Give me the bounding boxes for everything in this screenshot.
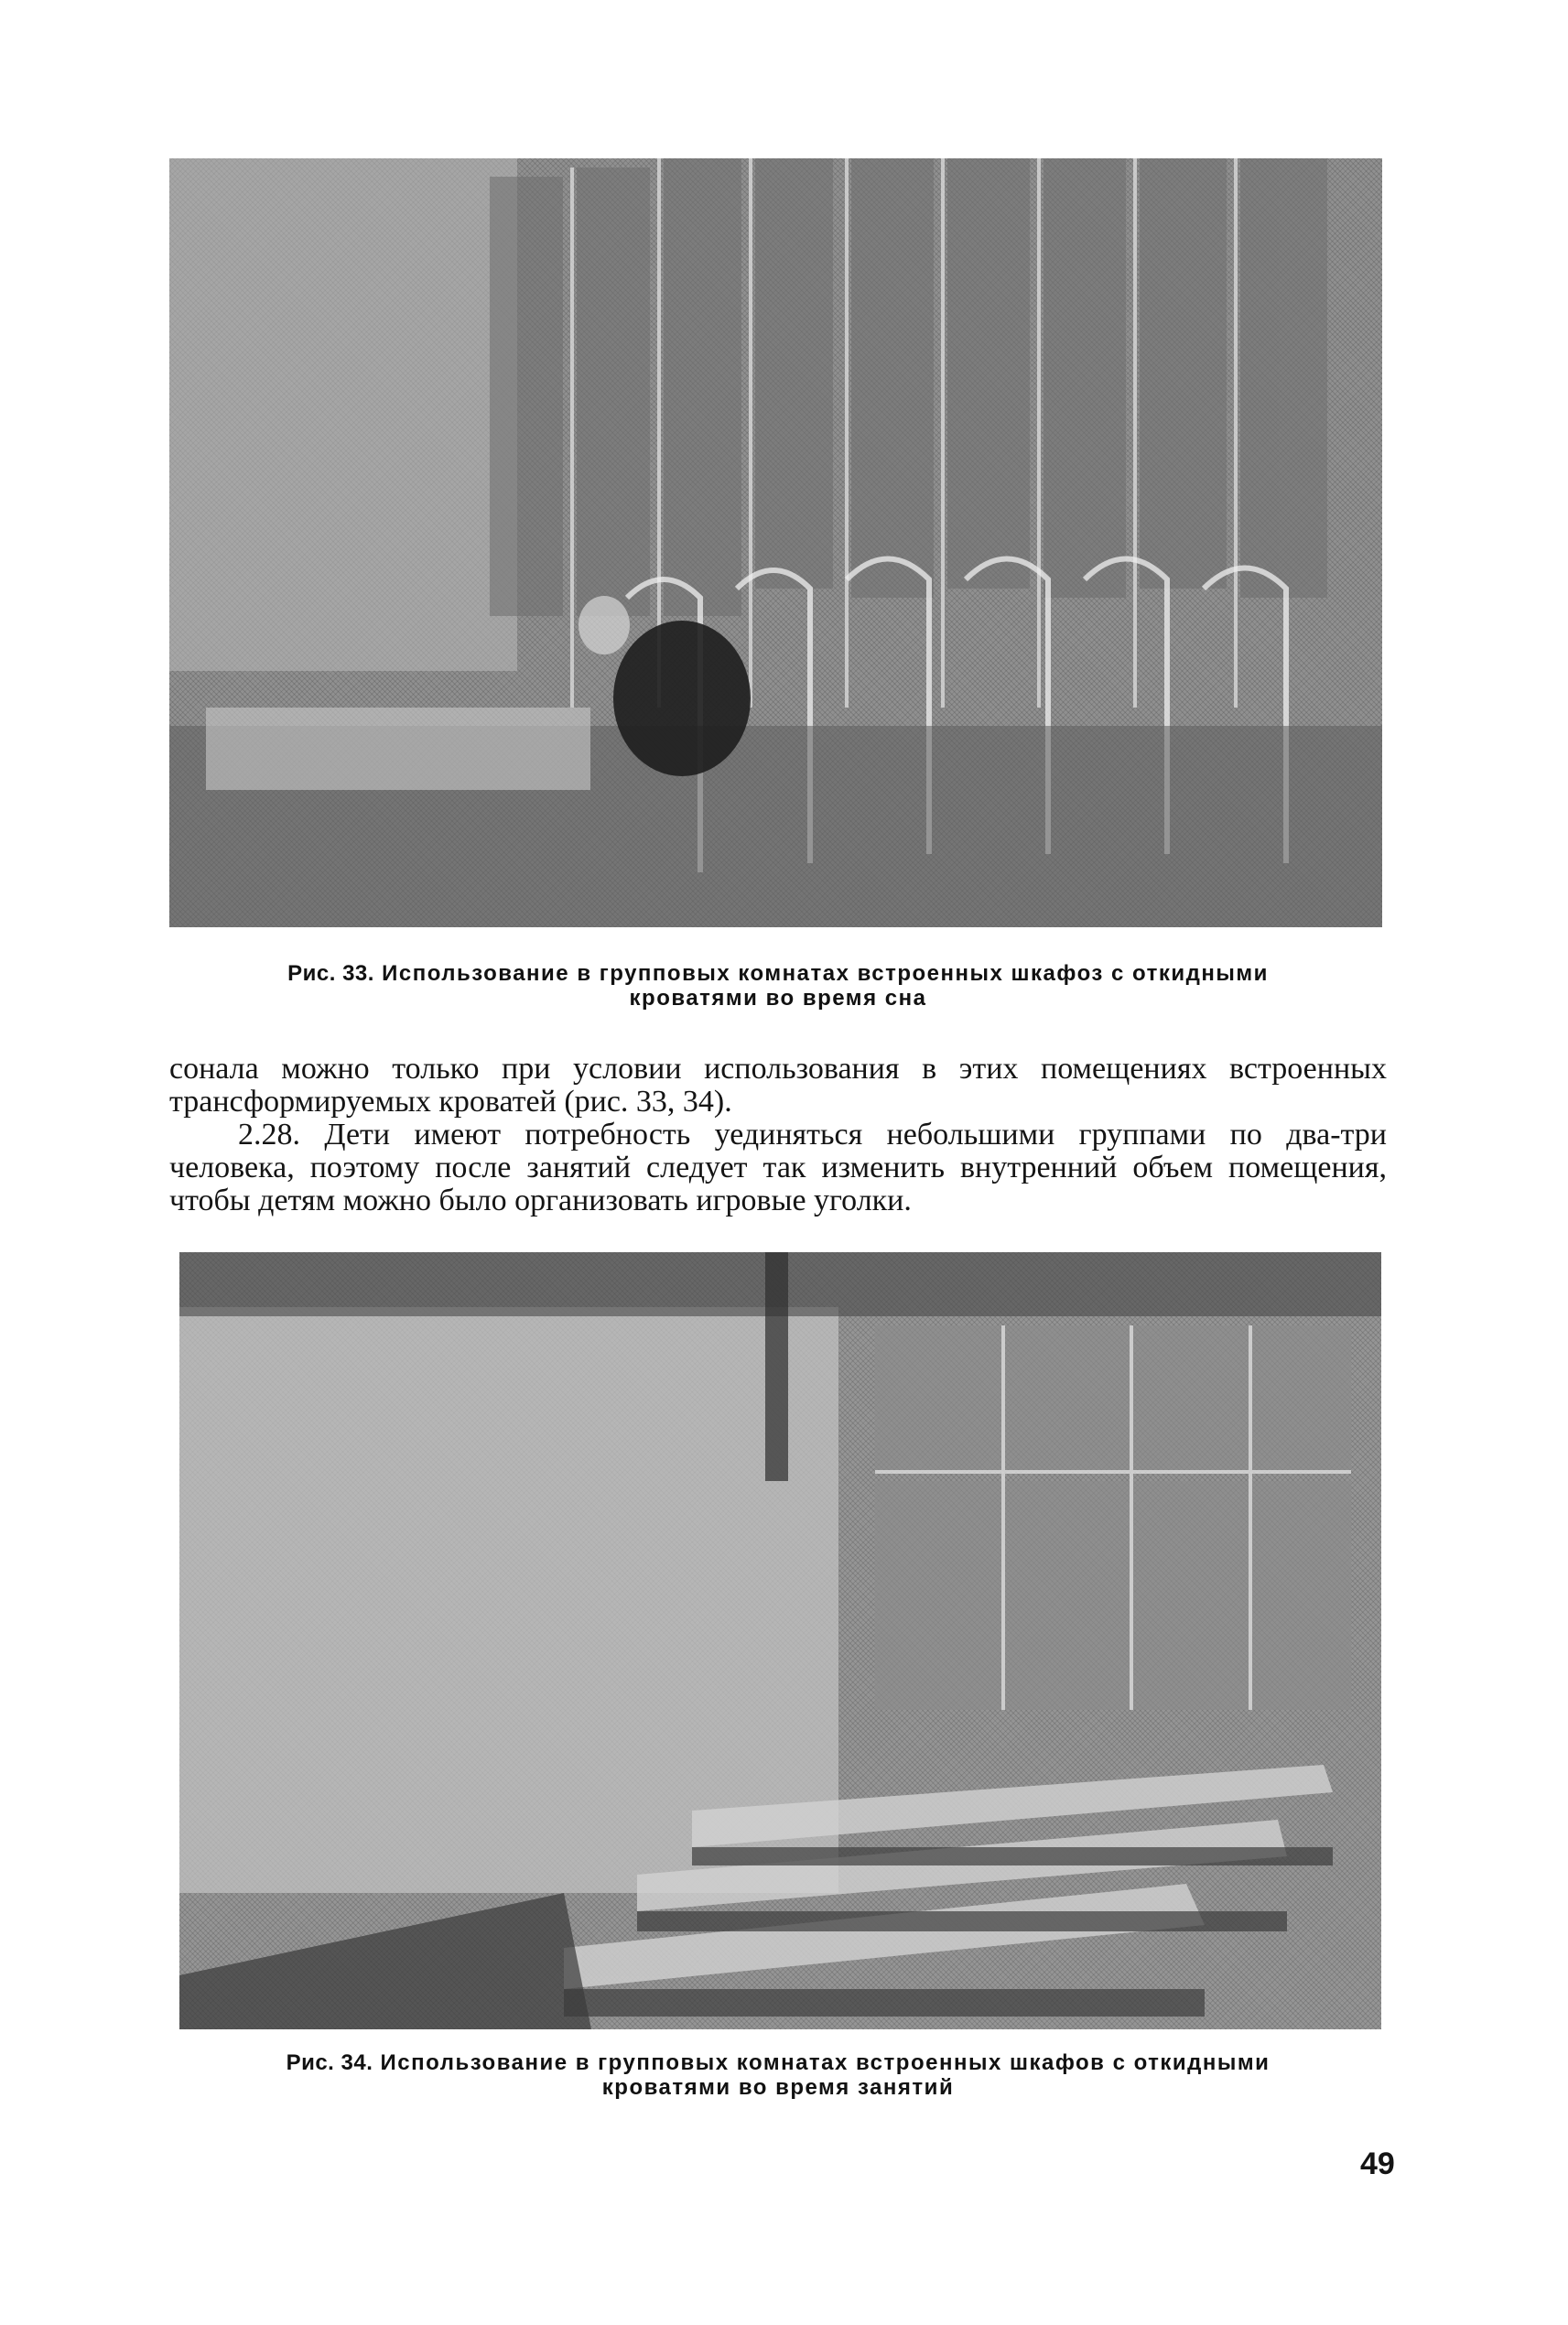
page-number: 49 bbox=[1360, 2147, 1395, 2181]
figure-34-caption bbox=[174, 2050, 1382, 2100]
figure-34-caption-number: Рис. 34. bbox=[286, 2050, 373, 2075]
paragraph-2-28: 2.28. Дети имеют потребность уединяться небольшими группами по два-три человека, поэтому после занятий следует так изменить внутренний объем помещения, чтобы детям можно было организовать игровые уголки. bbox=[169, 1118, 1387, 1217]
figure-34-illustration bbox=[179, 1252, 1381, 2029]
figure-33-illustration bbox=[169, 158, 1382, 927]
figure-33-caption-line1: Использование в групповых комнатах встроенных шкафоз с откидными bbox=[382, 961, 1269, 986]
figure-34-photo bbox=[179, 1252, 1381, 2029]
figure-34-caption-line1: Использование в групповых комнатах встроенных шкафов с откидными bbox=[380, 2050, 1271, 2075]
figure-33-caption-number: Рис. 33. bbox=[287, 961, 374, 986]
paragraph-continuation: сонала можно только при условии использования в этих помещениях встроенных трансформируемых кроватей (рис. 33, 34). bbox=[169, 1052, 1387, 1119]
figure-33-caption bbox=[174, 961, 1382, 1011]
figure-33-caption-line2: кроватями во время сна bbox=[629, 986, 927, 1011]
figure-33-photo bbox=[169, 158, 1382, 927]
body-text bbox=[169, 1053, 1387, 1217]
figure-34-caption-line2: кроватями во время занятий bbox=[601, 2075, 955, 2100]
